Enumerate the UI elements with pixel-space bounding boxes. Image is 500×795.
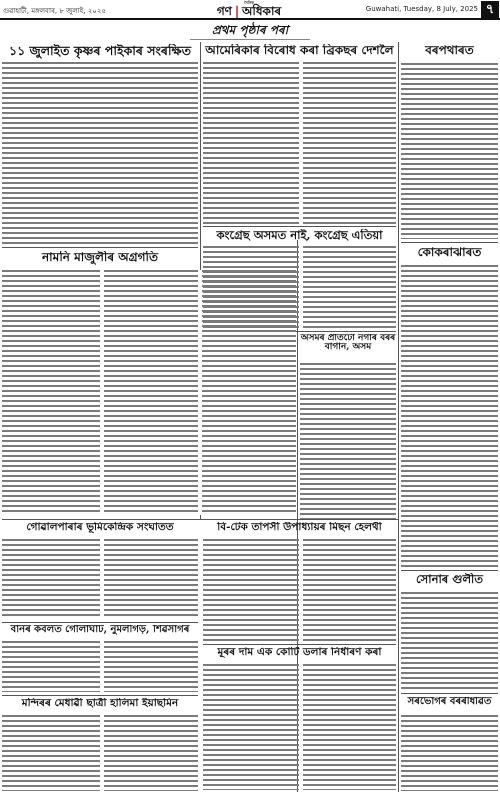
article-13: [2, 698, 198, 792]
article-divider: [2, 695, 198, 696]
article-divider: [203, 226, 396, 227]
newspaper-logo: [205, 0, 293, 18]
article-1-body: [2, 62, 198, 244]
headline-5: কোকৰাঝাৰত: [417, 246, 482, 259]
article-10: [401, 573, 498, 691]
section-banner: প্ৰথম পৃষ্ঠাৰ পৰা: [190, 22, 310, 40]
headline-9: বি-টেক তাপসী উপাধ্যায়ৰ মিছন হেলথী: [217, 522, 382, 533]
article-3: [401, 44, 498, 239]
article-2: [203, 44, 396, 224]
article-2-body: [203, 62, 396, 224]
headline-7: অসমৰ প্ৰতিটো নগাঁৰ বৰৰ বাগান, অসম: [300, 334, 396, 353]
article-8: [2, 522, 198, 620]
article-divider: [2, 622, 198, 623]
article-9-body: [203, 539, 396, 641]
article-divider: [401, 693, 498, 694]
headline-11: বানৰ কবলত গোলাঘাট, নুমলীগড়, শিৱসাগৰ: [10, 625, 190, 635]
logo-small-text: দৈনিক: [243, 0, 255, 5]
article-11-body: [2, 641, 198, 692]
article-divider: [401, 570, 498, 571]
article-7: [300, 334, 396, 520]
article-divider: [2, 247, 198, 248]
article-8-body: [2, 539, 198, 619]
article-6-body: [2, 270, 296, 515]
article-11: [2, 625, 198, 693]
article-5-body: [401, 265, 498, 568]
article-6: [2, 251, 296, 516]
headline-3: বৰপথাৰত: [425, 44, 474, 57]
article-divider: [2, 519, 398, 520]
headline-10: সোনাৰ গুলীত: [416, 573, 483, 586]
headline-6: নামনি মাজুলীৰ অগ্ৰগতি: [42, 251, 158, 264]
article-13-body: [2, 715, 198, 791]
masthead-date-assamese: গুৱাহাটী, মঙ্গলবাৰ, ৮ জুলাই, ২০২৫: [3, 7, 106, 15]
masthead: [0, 0, 500, 20]
headline-14: সৰভোগৰ বৰৰীধৱিত: [407, 697, 492, 707]
article-divider: [203, 644, 396, 645]
article-14-body: [401, 715, 498, 791]
headline-8: গোৱালপাৰাৰ ভূমিকেন্দ্ৰিক সংঘাতত: [26, 522, 174, 533]
article-3-body: [401, 63, 498, 239]
column-rule: [398, 42, 399, 792]
headline-4: কংগ্ৰেছ অসমত নাই, কংগ্ৰেছ এতিয়া: [216, 229, 383, 242]
headline-1: ১১ জুলাইত কৃষ্ণৰ পাইকাৰ সংৰক্ষিত: [8, 44, 192, 58]
masthead-date-english: Guwahati, Tuesday, 8 July, 2025: [365, 5, 478, 13]
headline-12: মূৰৰ দাম এক কোটি ডলাৰ নিৰ্ধাৰণ কৰা: [217, 647, 382, 658]
headline-13: মন্দিৰৰ মেধাৱী ছাত্ৰী হালিমা ইয়াছমিন: [21, 698, 179, 709]
headline-2: আমেৰিকাৰ বিৰোধ কৰা ব্ৰিকছৰ দেশলৈ: [205, 44, 394, 57]
article-divider: [401, 242, 498, 243]
article-14: [401, 697, 498, 792]
article-5: [401, 246, 498, 568]
article-12: [203, 647, 396, 792]
page-number: ৭: [481, 1, 499, 18]
article-9: [203, 522, 396, 642]
logo-main-text: গণ❘অধিকাৰ: [216, 4, 282, 18]
article-1: [2, 44, 198, 244]
article-12-body: [203, 664, 396, 790]
article-7-body: [300, 363, 396, 519]
article-10-body: [401, 592, 498, 691]
